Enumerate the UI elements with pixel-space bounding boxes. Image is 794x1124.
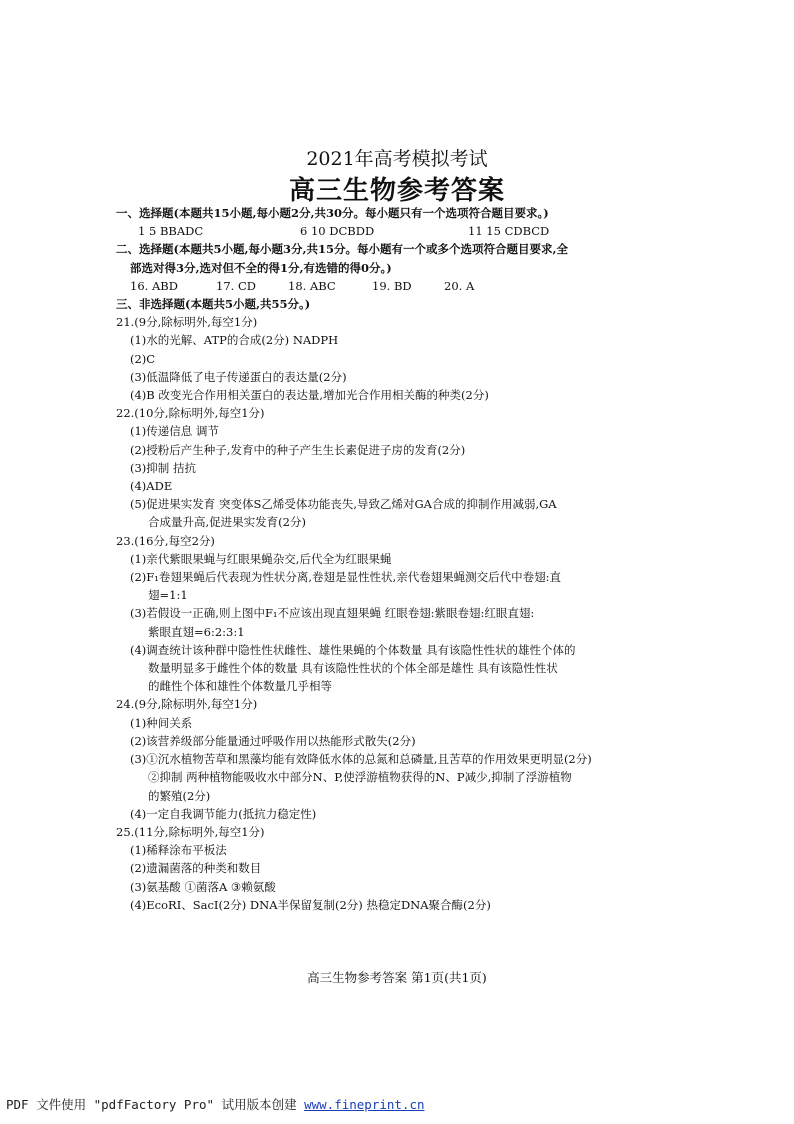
q21-answer-3: (3)低温降低了电子传递蛋白的表达量(2分) <box>130 369 347 384</box>
q21-answer-4: (4)B 改变光合作用相关蛋白的表达量,增加光合作用相关酶的种类(2分) <box>130 388 489 403</box>
q24-answer-3-b-cont: 的繁殖(2分) <box>148 788 211 803</box>
q25-answer-1: (1)稀释涂布平板法 <box>130 843 227 858</box>
q22-answer-5: (5)促进果实发育 突变体S乙烯受体功能丧失,导致乙烯对GA合成的抑制作用减弱,GA <box>130 497 557 512</box>
q23-answer-4-cont-1: 数量明显多于雌性个体的数量 具有该隐性性状的个体全部是雄性 具有该隐性性状 <box>148 661 558 676</box>
q22-heading: 22.(10分,除标明外,每空1分) <box>116 406 265 421</box>
q23-answer-2-cont: 翅=1:1 <box>148 588 188 603</box>
q24-answer-4: (4)一定自我调节能力(抵抗力稳定性) <box>130 806 317 821</box>
answer-1-5: 1 5 BBADC <box>138 224 204 239</box>
answer-20: 20. A <box>444 278 475 293</box>
q24-heading: 24.(9分,除标明外,每空1分) <box>116 697 258 712</box>
q25-answer-3: (3)氨基酸 ①菌落A ③赖氨酸 <box>130 879 276 894</box>
pdf-creator-note <box>6 1095 425 1113</box>
q22-answer-1: (1)传递信息 调节 <box>130 424 219 439</box>
q23-answer-3-cont: 紫眼直翅=6:2:3:1 <box>148 624 245 639</box>
q23-answer-2: (2)F₁卷翅果蝇后代表现为性状分离,卷翅是显性性状,亲代卷翅果蝇测交后代中卷翅:直 <box>130 570 562 585</box>
q23-answer-4: (4)调查统计该种群中隐性性状雌性、雄性果蝇的个体数量 具有该隐性性状的雄性个体的 <box>130 642 576 657</box>
q24-answer-3: (3)①沉水植物苦草和黑藻均能有效降低水体的总氮和总磷量,且苦草的作用效果更明显(2分) <box>130 752 592 767</box>
q21-heading: 21.(9分,除标明外,每空1分) <box>116 315 258 330</box>
pdf-creator-text: PDF 文件使用 "pdfFactory Pro" 试用版本创建 <box>6 1097 305 1112</box>
q24-answer-2: (2)该营养级部分能量通过呼吸作用以热能形式散失(2分) <box>130 733 416 748</box>
answer-19: 19. BD <box>372 278 412 293</box>
q24-answer-1: (1)种间关系 <box>130 715 193 730</box>
section-3-heading: 三、非选择题(本题共5小题,共55分。) <box>116 297 311 312</box>
q22-answer-5-cont: 合成量升高,促进果实发育(2分) <box>148 515 306 530</box>
answer-18: 18. ABC <box>288 278 336 293</box>
q22-answer-3: (3)抑制 拮抗 <box>130 460 196 475</box>
answer-content <box>116 204 688 914</box>
answer-17: 17. CD <box>216 278 256 293</box>
q23-answer-4-cont-2: 的雌性个体和雄性个体数量几乎相等 <box>148 679 332 694</box>
q25-answer-4: (4)EcoRⅠ、SacⅠ(2分) DNA半保留复制(2分) 热稳定DNA聚合酶(2分) <box>130 897 491 912</box>
answer-11-15: 11 15 CDBCD <box>468 224 550 239</box>
section-2-answers <box>116 277 688 295</box>
exam-title: 2021年高考模拟考试 <box>306 148 488 170</box>
q21-answer-2: (2)C <box>130 351 156 366</box>
page-footer: 高三生物参考答案 第1页(共1页) <box>307 970 487 985</box>
q22-answer-2: (2)授粉后产生种子,发育中的种子产生生长素促进子房的发育(2分) <box>130 442 466 457</box>
answer-6-10: 6 10 DCBDD <box>300 224 375 239</box>
q23-answer-1: (1)亲代紫眼果蝇与红眼果蝇杂交,后代全为红眼果蝇 <box>130 551 392 566</box>
section-1-heading: 一、选择题(本题共15小题,每小题2分,共30分。每小题只有一个选项符合题目要求。) <box>116 206 549 220</box>
q23-heading: 23.(16分,每空2分) <box>116 533 215 548</box>
q22-answer-4: (4)ADE <box>130 479 173 494</box>
q24-answer-3-b: ②抑制 两种植物能吸收水中部分N、P,使浮游植物获得的N、P减少,抑制了浮游植物 <box>148 770 572 785</box>
section-2-heading-line-1: 二、选择题(本题共5小题,每小题3分,共15分。每小题有一个或多个选项符合题目要求,全 <box>116 242 568 257</box>
section-1-answers <box>116 222 688 240</box>
q25-answer-2: (2)遗漏菌落的种类和数目 <box>130 861 262 876</box>
q21-answer-1: (1)水的光解、ATP的合成(2分) NADPH <box>130 333 339 348</box>
answer-title: 高三生物参考答案 <box>288 176 505 206</box>
q23-answer-3: (3)若假设一正确,则上图中F₁不应该出现直翅果蝇 红眼卷翅:紫眼卷翅:红眼直翅: <box>130 606 535 621</box>
answer-16: 16. ABD <box>130 278 178 293</box>
q25-heading: 25.(11分,除标明外,每空1分) <box>116 824 265 839</box>
fineprint-link[interactable]: www.fineprint.cn <box>304 1097 425 1112</box>
section-2-heading-line-2: 部选对得3分,选对但不全的得1分,有选错的得0分。) <box>130 260 392 275</box>
